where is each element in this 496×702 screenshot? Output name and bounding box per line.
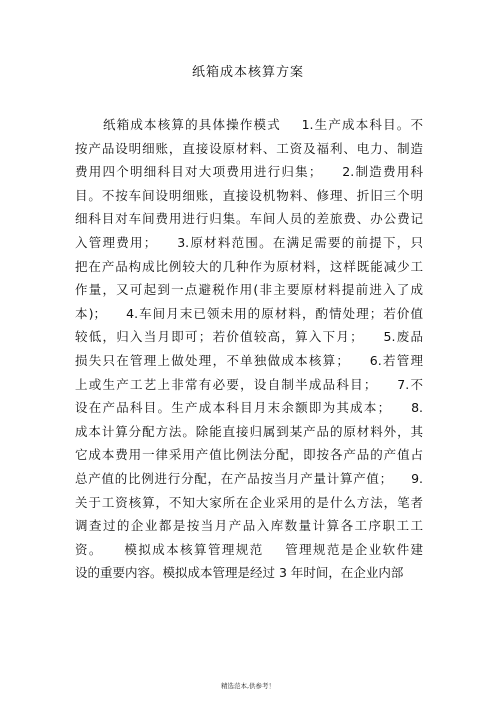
body-line: 入管理费用； 3.原材料范围。在满足需要的前提下，只	[75, 234, 423, 250]
body-line: 关于工资核算，不知大家所在企业采用的是什么方法，笔者	[75, 494, 423, 510]
body-line: 目。不按车间设明细账，直接设机物料、修理、折旧三个明	[75, 187, 423, 203]
body-line: 细科目对车间费用进行归集。车间人员的差旅费、办公费记	[75, 211, 423, 227]
body-line: 按产品设明细账，直接设原材料、工资及福利、电力、制造	[75, 140, 423, 156]
body-line: 调查过的企业都是按当月产品入库数量计算各工序职工工	[75, 518, 423, 534]
body-line: 成本计算分配方法。除能直接归属到某产品的原材料外，其	[75, 423, 423, 439]
body-line: 它成本费用一律采用产值比例法分配，即按各产品的产值占	[75, 447, 423, 463]
document-title: 纸箱成本核算方案	[191, 65, 304, 80]
body-line: 设的重要内容。模拟成本管理是经过 3 年时间，在企业内部	[75, 565, 404, 581]
body-line: 费用四个明细科目对大项费用进行归集； 2.制造费用科	[75, 164, 423, 180]
body-line: 资。 模拟成本核算管理规范 管理规范是企业软件建	[75, 541, 423, 557]
body-line: 作量，又可起到一点避税作用(非主要原材料提前进入了成	[75, 282, 423, 298]
body-line: 损失只在管理上做处理，不单独做成本核算； 6.若管理	[75, 352, 423, 368]
document-body	[75, 113, 423, 585]
body-line: 总产值的比例进行分配，在产品按当月产量计算产值； 9.	[75, 470, 423, 486]
body-line: 较低，归入当月即可；若价值较高，算入下月； 5.废品	[75, 329, 423, 345]
body-line: 设在产品科目。生产成本科目月末余额即为其成本； 8.	[75, 400, 423, 416]
body-line: 本)； 4.车间月末已领未用的原材料，酌情处理；若价值	[75, 305, 423, 321]
body-line: 上或生产工艺上非常有必要，设自制半成品科目； 7.不	[75, 376, 423, 392]
body-line: 把在产品构成比例较大的几种作为原材料，这样既能减少工	[75, 258, 423, 274]
page-footer: 精选范本,供参考！	[220, 682, 276, 690]
body-line: 纸箱成本核算的具体操作模式 1.生产成本科目。不	[103, 117, 423, 132]
